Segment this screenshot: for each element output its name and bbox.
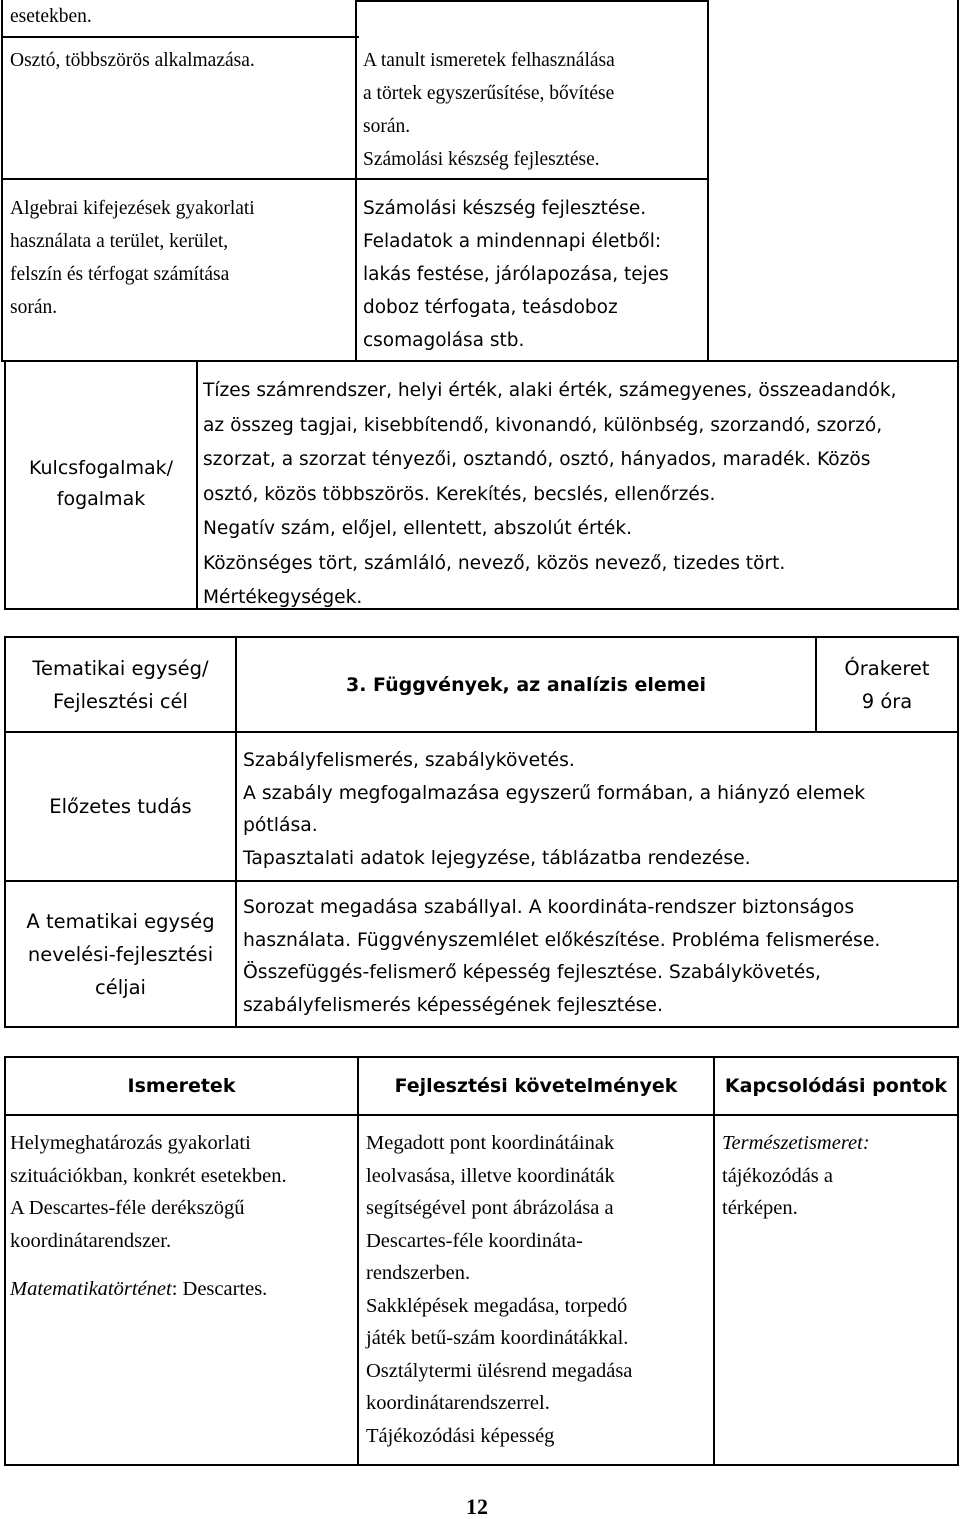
row2-left — [10, 192, 255, 324]
row2-left-line: során. — [10, 297, 58, 318]
row1-left — [10, 44, 255, 77]
header-knowledge: Ismeretek — [127, 1075, 236, 1097]
row1-left-line: Osztó, többszörös alkalmazása. — [10, 50, 255, 71]
row2-right-line: lakás festése, járólapozása, tejes — [363, 264, 669, 285]
row2-right-line: Számolási készség fejlesztése. — [363, 198, 647, 219]
prior-knowledge-text — [243, 745, 865, 875]
prior-knowledge-line: Tapasztalati adatok lejegyzése, táblázatba rendezése. — [243, 847, 751, 869]
goals-text — [243, 892, 880, 1022]
requirements-line: Tájékozódási képesség — [366, 1424, 555, 1447]
goals-label-line: nevelési-fejlesztési — [27, 942, 214, 966]
row1-right — [363, 44, 615, 176]
row2-right-line: Feladatok a mindennapi életből: — [363, 231, 662, 252]
connections-line: térképen. — [722, 1197, 798, 1219]
key-concepts-text — [203, 374, 897, 616]
connections-column — [722, 1127, 870, 1225]
top-table — [0, 0, 960, 362]
row2-left-line: felszín és térfogat számítása — [10, 264, 230, 285]
thematic-unit-label-line: Fejlesztési cél — [53, 689, 188, 713]
knowledge-line: Helymeghatározás gyakorlati — [10, 1132, 251, 1154]
key-concepts-line: osztó, közös többszörös. Kerekítés, becslés, ellenőrzés. — [203, 483, 716, 505]
row1-right-line: A tanult ismeretek felhasználása — [363, 50, 615, 71]
requirements-line: leolvasása, illetve koordináták — [366, 1164, 615, 1187]
key-concepts-label-line: Kulcsfogalmak/ — [28, 457, 174, 479]
hours-box — [817, 638, 957, 731]
hours-label: Órakeret — [844, 656, 930, 680]
prior-knowledge-line: A szabály megfogalmazása egyszerű formában, a hiányzó elemek — [243, 782, 866, 804]
knowledge-column — [10, 1127, 287, 1306]
row2-right — [363, 192, 669, 357]
requirements-line: játék betű-szám koordinátákkal. — [366, 1327, 629, 1349]
goals-line: Sorozat megadása szabállyal. A koordináta-rendszer biztonságos — [243, 897, 855, 918]
header-connections: Kapcsolódási pontok — [724, 1075, 948, 1097]
connections-line: tájékozódás a — [722, 1164, 833, 1187]
thematic-unit-label-line: Tematikai egység/ — [32, 656, 209, 680]
requirements-line: Descartes-féle koordináta- — [366, 1229, 583, 1252]
history-line — [10, 1273, 287, 1306]
row1-right-line: során. — [363, 116, 411, 137]
key-concepts-line: az összeg tagjai, kisebbítendő, kivonandó, különbség, szorzandó, szorzó, — [203, 414, 883, 436]
key-concepts-line: Mértékegységek. — [203, 587, 363, 608]
row1-right-line: a törtek egyszerűsítése, bővítése — [363, 83, 615, 104]
history-label: Matematikatörténet — [10, 1278, 172, 1300]
header-requirements: Fejlesztési követelmények — [394, 1075, 678, 1097]
requirements-column — [366, 1127, 632, 1452]
key-concepts-line: Tízes számrendszer, helyi érték, alaki érték, számegyenes, összeadandók, — [203, 380, 897, 401]
key-concepts-label — [6, 360, 196, 608]
goals-label — [6, 882, 235, 1026]
row2-right-line: csomagolása stb. — [363, 330, 525, 351]
knowledge-line: koordinátarendszer. — [10, 1229, 172, 1252]
page-number: 12 — [466, 1494, 488, 1519]
thematic-unit-table — [0, 636, 960, 1028]
requirements-line: koordinátarendszerrel. — [366, 1392, 550, 1414]
requirements-line: segítségével pont ábrázolása a — [366, 1197, 614, 1219]
goals-line: szabályfelismerés képességének fejlesztése. — [243, 994, 663, 1016]
knowledge-table — [0, 1056, 960, 1466]
row2-left-line: használata a terület, kerület, — [10, 231, 229, 252]
key-concepts-label-line: fogalmak — [56, 488, 146, 510]
key-concepts-table — [0, 360, 960, 610]
connections-label: Természetismeret: — [722, 1132, 870, 1154]
goals-label-line: A tematikai egység — [26, 909, 215, 933]
requirements-line: Osztálytermi ülésrend megadása — [366, 1359, 633, 1382]
goals-line: Összefüggés-felismerő képesség fejlesztése. Szabálykövetés, — [243, 962, 822, 983]
knowledge-line: A Descartes-féle derékszögű — [10, 1197, 245, 1219]
row2-left-line: Algebrai kifejezések gyakorlati — [10, 198, 255, 219]
requirements-line: Megadott pont koordinátáinak — [366, 1132, 615, 1154]
hours-value: 9 óra — [861, 689, 913, 713]
thematic-unit-label — [6, 638, 235, 731]
goals-label-line: céljai — [95, 975, 146, 999]
key-concepts-line: szorzat, a szorzat tényezői, osztandó, osztó, hányados, maradék. Közös — [203, 449, 871, 470]
knowledge-line: szituációkban, konkrét esetekben. — [10, 1164, 287, 1187]
goals-line: használata. Függvényszemlélet előkészítése. Probléma felismerése. — [243, 929, 881, 951]
intro-text: esetekben. — [10, 6, 92, 27]
prior-knowledge-line: pótlása. — [243, 815, 318, 836]
row1-right-line: Számolási készség fejlesztése. — [363, 149, 600, 170]
requirements-line: rendszerben. — [366, 1262, 471, 1284]
requirements-line: Sakklépések megadása, torpedó — [366, 1294, 628, 1317]
thematic-unit-title: 3. Függvények, az analízis elemei — [345, 673, 707, 696]
prior-knowledge-label: Előzetes tudás — [49, 795, 192, 818]
key-concepts-line: Negatív szám, előjel, ellentett, abszolút érték. — [203, 518, 633, 539]
key-concepts-line: Közönséges tört, számláló, nevező, közös nevező, tizedes tört. — [203, 552, 786, 574]
prior-knowledge-line: Szabályfelismerés, szabálykövetés. — [243, 750, 575, 771]
history-value: : Descartes. — [171, 1278, 268, 1300]
row2-right-line: doboz térfogata, teásdoboz — [363, 297, 618, 318]
